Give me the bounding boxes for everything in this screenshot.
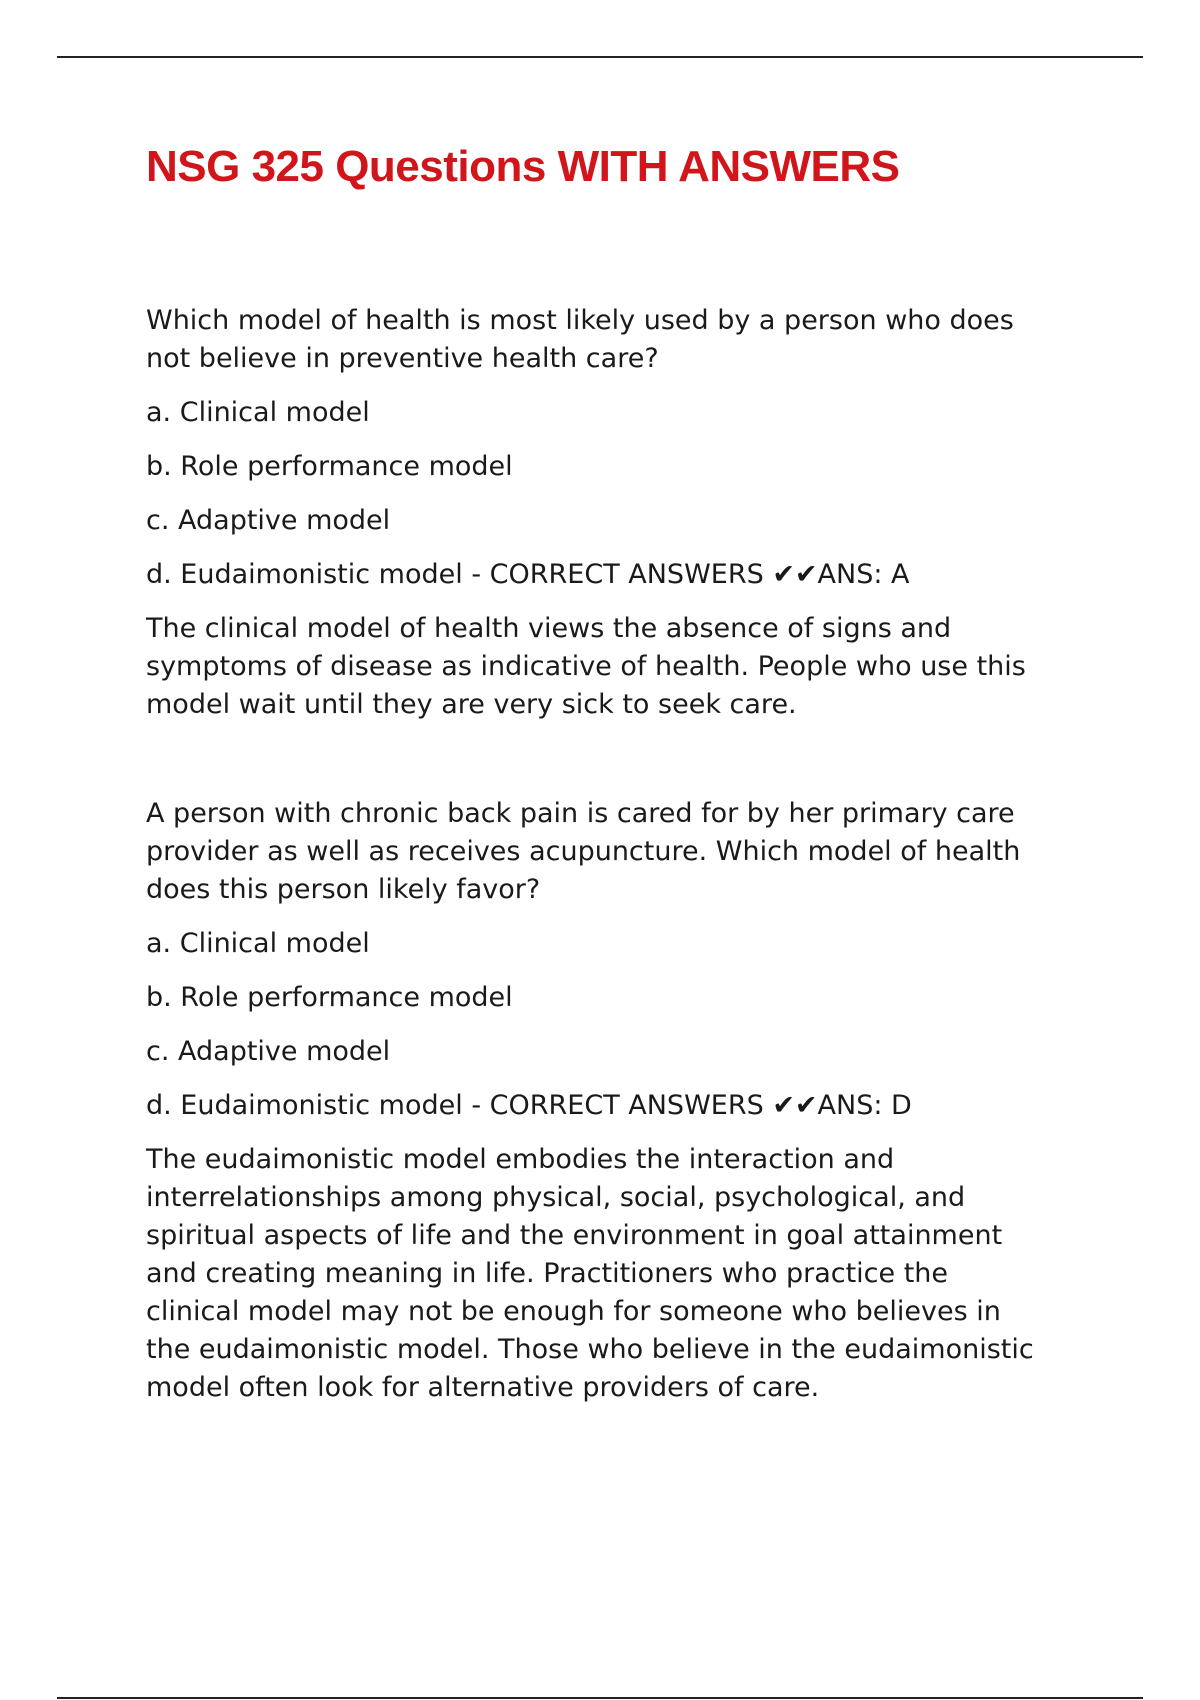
- document-title: NSG 325 Questions WITH ANSWERS: [146, 142, 900, 191]
- question-block: [146, 302, 1106, 724]
- option-a: a. Clinical model: [146, 397, 370, 428]
- option-d-answer: d. Eudaimonistic model - CORRECT ANSWERS ✔✔ANS: A: [146, 559, 910, 590]
- top-rule: [57, 56, 1143, 58]
- option-b: b. Role performance model: [146, 982, 513, 1013]
- question-text: A person with chronic back pain is cared for by her primary care provider as well as receives acupuncture. Which model of health does this person likely favor?: [146, 798, 1021, 905]
- question-text: Which model of health is most likely used by a person who does not believe in preventive health care?: [146, 305, 1014, 374]
- option-c: c. Adaptive model: [146, 1036, 391, 1067]
- answer-explanation: The eudaimonistic model embodies the interaction and interrelationships among physical, social, psychological, and spiritual aspects of life and the environment in goal attainment and creating meaning in life. Practitioners who practice the clinical model may not be enough for someone who believes in the eudaimonistic model. Those who believe in the eudaimonistic model often look for alternative providers of care.: [146, 1144, 1034, 1403]
- answer-explanation: The clinical model of health views the absence of signs and symptoms of disease as indicative of health. People who use this model wait until they are very sick to seek care.: [146, 613, 1026, 720]
- option-a: a. Clinical model: [146, 928, 370, 959]
- option-d-answer: d. Eudaimonistic model - CORRECT ANSWERS ✔✔ANS: D: [146, 1090, 912, 1121]
- option-b: b. Role performance model: [146, 451, 513, 482]
- question-block: [146, 795, 1106, 1407]
- bottom-rule: [57, 1697, 1143, 1699]
- option-c: c. Adaptive model: [146, 505, 391, 536]
